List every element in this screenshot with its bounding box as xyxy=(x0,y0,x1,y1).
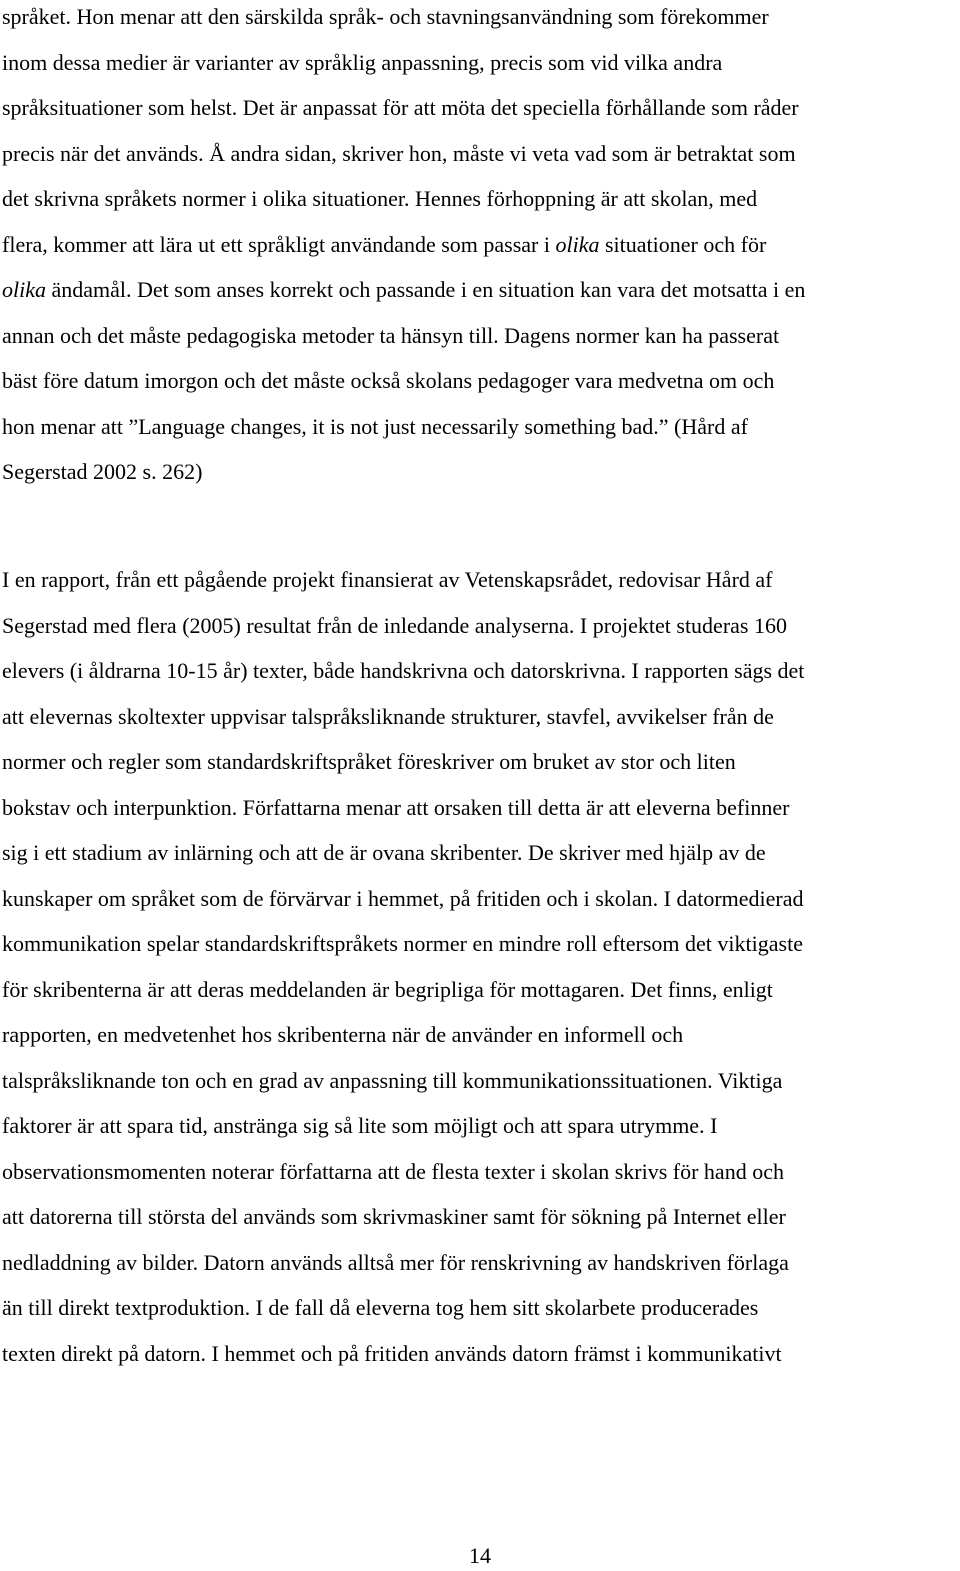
text-line xyxy=(2,321,779,351)
text-line xyxy=(2,838,766,868)
text-line xyxy=(2,184,757,214)
text-line xyxy=(2,139,796,169)
text-line xyxy=(2,656,804,686)
text-segment: bäst före datum imorgon och det måste också skolans pedagoger vara medvetna om och xyxy=(2,368,775,393)
text-segment: situationer och för xyxy=(599,231,767,257)
text-segment: observationsmomenten noterar författarna att de flesta texter i skolan skrivs för hand och xyxy=(2,1158,784,1184)
text-segment: flera, kommer att lära ut ett språkligt användande som passar i xyxy=(2,231,556,257)
text-segment: texten direkt på datorn. I hemmet och på fritiden används datorn främst i kommunikativt xyxy=(2,1340,782,1366)
text-segment: kommunikation spelar standardskriftspråkets normer en mindre roll eftersom det viktigaste xyxy=(2,931,803,956)
text-line xyxy=(2,93,799,123)
text-segment: det skrivna språkets normer i olika situationer. Hennes förhoppning är att skolan, med xyxy=(2,186,758,211)
text-line xyxy=(2,1157,784,1187)
text-segment: att elevernas skoltexter uppvisar talspråksliknande strukturer, stavfel, avvikelser från de xyxy=(2,703,774,729)
italic-text: olika xyxy=(555,231,600,257)
text-segment: sig i ett stadium av inlärning och att de är ovana skribenter. De skriver med hjälp av de xyxy=(2,840,766,865)
text-segment: I en rapport, från ett pågående projekt finansierat av Vetenskapsrådet, redovisar Hård af xyxy=(2,567,773,592)
text-line xyxy=(2,230,766,260)
text-segment: språksituationer som helst. Det är anpassat för att möta det speciella förhållande som råder xyxy=(2,95,799,120)
text-segment: språket. Hon menar att den särskilda språk- och stavningsanvändning som förekommer xyxy=(2,4,769,29)
text-segment: ändamål. Det som anses korrekt och passande i en situation kan vara det motsatta i en xyxy=(46,277,806,302)
text-line xyxy=(2,1293,758,1323)
text-segment: nedladdning av bilder. Datorn används alltså mer för renskrivning av handskriven förlaga xyxy=(2,1249,789,1275)
text-line xyxy=(2,929,803,959)
text-segment: rapporten, en medvetenhet hos skribenterna när de använder en informell och xyxy=(2,1022,684,1047)
text-line xyxy=(2,884,804,914)
text-line xyxy=(2,565,772,595)
text-segment: bokstav och interpunktion. Författarna menar att orsaken till detta är att eleverna befinner xyxy=(2,794,790,820)
text-line xyxy=(2,1111,717,1141)
text-segment: normer och regler som standardskriftspråket föreskriver om bruket av stor och liten xyxy=(2,749,736,774)
text-segment: kunskaper om språket som de förvärvar i hemmet, på fritiden och i skolan. I datormedierad xyxy=(2,885,804,911)
text-line xyxy=(2,457,202,487)
text-line xyxy=(2,793,789,823)
page-number: 14 xyxy=(469,1543,491,1568)
text-segment: precis när det används. Å andra sidan, skriver hon, måste vi veta vad som är betraktat som xyxy=(2,140,796,166)
text-segment: elevers (i åldrarna 10-15 år) texter, både handskrivna och datorskrivna. I rapporten sägs det xyxy=(2,658,805,683)
text-segment: hon menar att ”Language changes, it is not just necessarily something bad.” (Hård af xyxy=(2,413,748,439)
text-segment: Segerstad 2002 s. 262) xyxy=(2,459,203,484)
text-line xyxy=(2,975,773,1005)
text-segment: att datorerna till största del används som skrivmaskiner samt för sökning på Internet eller xyxy=(2,1204,786,1229)
text-segment: faktorer är att spara tid, anstränga sig så lite som möjligt och att spara utrymme. I xyxy=(2,1113,718,1138)
text-line xyxy=(2,747,736,777)
italic-text: olika xyxy=(2,277,46,302)
text-line xyxy=(2,2,769,32)
text-line xyxy=(2,275,805,305)
text-line xyxy=(2,702,774,732)
text-line xyxy=(2,412,748,442)
text-line xyxy=(2,1339,782,1369)
text-line xyxy=(2,48,722,78)
text-segment: Segerstad med flera (2005) resultat från de inledande analyserna. I projektet studeras 160 xyxy=(2,612,787,638)
text-line xyxy=(2,611,787,641)
text-segment: för skribenterna är att deras meddelanden är begripliga för mottagaren. Det finns, enligt xyxy=(2,976,773,1002)
text-segment: inom dessa medier är varianter av språklig anpassning, precis som vid vilka andra xyxy=(2,49,723,75)
text-line xyxy=(2,1248,789,1278)
text-segment: talspråksliknande ton och en grad av anpassning till kommunikationssituationen. Viktiga xyxy=(2,1067,783,1093)
text-line xyxy=(2,1066,782,1096)
text-line xyxy=(2,1202,786,1232)
text-line xyxy=(2,366,774,396)
text-line xyxy=(2,1020,683,1050)
text-segment: annan och det måste pedagogiska metoder ta hänsyn till. Dagens normer kan ha passerat xyxy=(2,322,780,348)
text-segment: än till direkt textproduktion. I de fall då eleverna tog hem sitt skolarbete producerades xyxy=(2,1295,759,1320)
